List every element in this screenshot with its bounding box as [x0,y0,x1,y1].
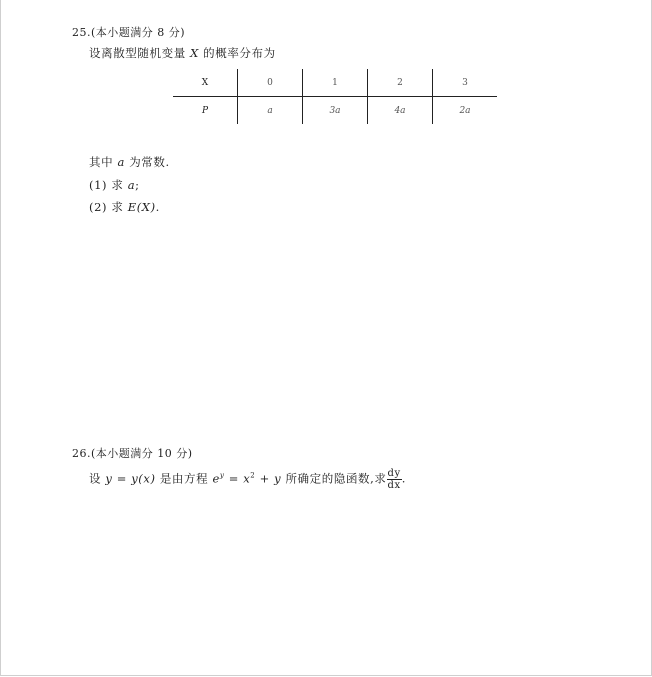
intro-text: 设离散型随机变量 [89,46,191,60]
intro-text-end: 的概率分布为 [198,46,276,60]
equation-power: 2 [250,471,256,480]
note-variable: a [117,155,125,169]
row-label-p: P [201,105,209,116]
table-cell: 2 [368,69,433,97]
equation-end: + y [255,471,282,486]
row-label-x: X [173,69,238,97]
table-cell: 3a [303,97,368,125]
question-26-statement [89,468,406,491]
table-cell: 1 [303,69,368,97]
statement-text-2: 是由方程 [155,471,213,486]
part-1-text: (1) 求 [89,178,128,192]
note-text-end: 为常数. [124,155,170,169]
fraction-numerator: dy [387,468,401,479]
equation-middle: = x [224,471,251,486]
equation-base: e [212,471,220,486]
probability-distribution-table [173,69,497,124]
implicit-function: y = y(x) [105,471,156,486]
table-row [173,69,497,97]
equation-exponent: y [219,471,225,480]
derivative-fraction [387,468,402,491]
part-1-end: ; [135,178,140,192]
note-text: 其中 [89,155,118,169]
part-2-text: (2) 求 [89,200,128,214]
table-cell: 2a [433,97,498,125]
question-26-header: 26.(本小题满分 10 分) [72,447,193,460]
statement-text: 设 [89,471,106,486]
question-25-header: 25.(本小题满分 8 分) [72,26,186,39]
intro-variable: X [190,46,199,60]
table-cell: 4a [368,97,433,125]
part-2-end: . [155,200,160,214]
part-1-variable: a [127,178,136,192]
part-2-expression: E(X) [127,200,156,214]
question-25-part-1 [89,177,140,193]
statement-text-3: 所确定的隐函数,求 [281,471,387,486]
table-cell: 0 [238,69,303,97]
table-row [173,97,497,125]
statement-end: . [401,471,407,486]
question-25-intro [89,45,276,61]
table-cell: a [238,97,303,125]
question-25-part-2 [89,199,160,215]
question-25-note [89,154,170,170]
table-cell: 3 [433,69,498,97]
fraction-denominator: dx [387,480,401,491]
